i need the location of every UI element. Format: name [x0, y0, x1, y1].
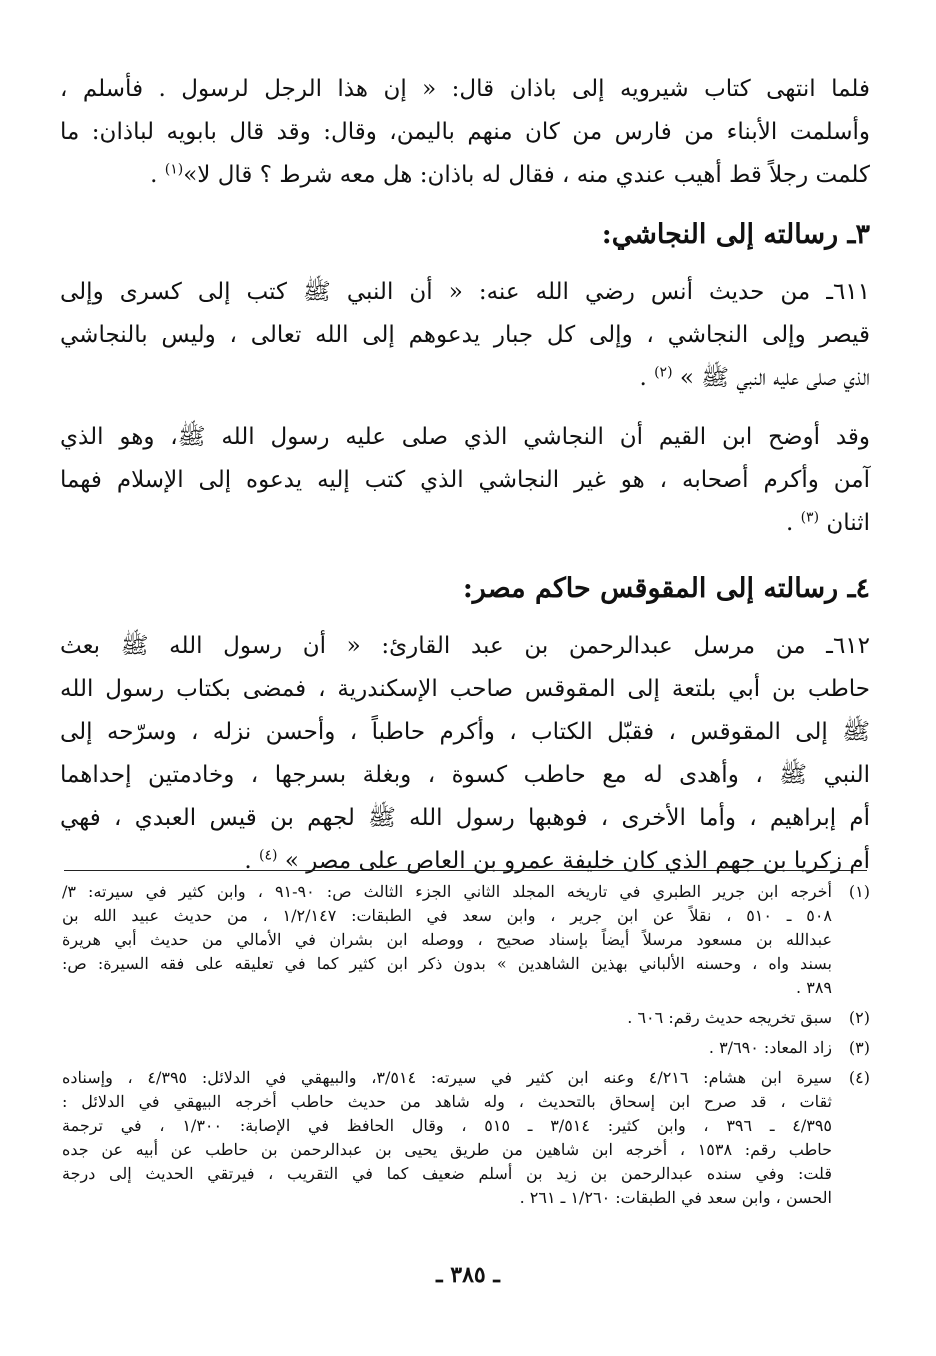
- footnote-body: [62, 880, 832, 1000]
- footnote-line: عبدالله بن مسعود مرسلاً أيضاً بإسناد صحيح ، ووصله ابن بشران في الأمالي من حديث أبي هريرة: [62, 930, 832, 949]
- text-line: قيصر وإلى النجاشي ، وإلى كل جبار يدعوهم إلى الله تعالى ، وليس بالنجاشي: [60, 322, 870, 348]
- page-number: ـ ٣٨٥ ـ: [436, 1262, 500, 1288]
- footnote-3: [62, 1036, 870, 1060]
- paragraph-hadith-612: [60, 625, 870, 883]
- footnote-separator: [64, 870, 867, 871]
- text-line: أم زكريا بن جهم الذي كان خليفة عمرو بن العاص على مصر » $^{(٤)}$ .: [244, 847, 870, 874]
- footnote-line: حاطب رقم: ١٥٣٨ ، أخرجه ابن شاهين من طريق يحيى بن عبدالرحمن بن حاطب عن أبيه عن جده: [62, 1140, 833, 1159]
- main-text: [60, 68, 870, 883]
- footnote-body: [62, 1066, 832, 1210]
- text-line: وقد أوضح ابن القيم أن النجاشي الذي صلى عليه رسول الله ﷺ، وهو الذي: [60, 424, 870, 450]
- section-heading-muqawqis: ٤ـ رسالته إلى المقوقس حاكم مصر:: [462, 573, 870, 604]
- footnote-line: بسند واه ، وحسنه الألباني بهذين الشاهدين » بدون ذكر ابن كثير كما في تعليقه على فقه السيرة: ص:: [62, 954, 832, 973]
- footnote-line: ٥٠٨ ـ ٥١٠ ، نقلاً عن ابن جرير ، وابن سعد في الطبقات: ١/٢/١٤٧ ، من حديث عبيد الله بن: [62, 906, 833, 925]
- footnote-line: سبق تخريجه حديث رقم: ٦٠٦ .: [627, 1008, 832, 1027]
- text-line: حاطب بن أبي بلتعة إلى المقوقس صاحب الإسكندرية ، فمضى بكتاب رسول الله: [60, 676, 870, 702]
- footnote-line: ٤/٣٩٥ ـ ٣٩٦ ، وابن كثير: ٣/٥١٤ ـ ٥١٥ ، وقال الحافظ في الإصابة: ١/٣٠٠ ، في ترجمة: [62, 1116, 833, 1135]
- paragraph-hadith-611: [60, 271, 870, 400]
- footnote-number: (٢): [848, 1008, 870, 1027]
- footnote-1: [62, 880, 870, 1000]
- text-line: أم إبراهيم ، وأما الأخرى ، فوهبها رسول الله ﷺ لجهم بن قيس العبدي ، فهي: [60, 805, 870, 831]
- text-line: وأسلمت الأبناء من فارس من كان منهم باليمن، وقال: وقد قال بابويه لباذان: ما: [60, 119, 870, 145]
- footnote-line: زاد المعاد: ٣/٦٩٠ .: [708, 1038, 832, 1057]
- footnote-line: سيرة ابن هشام: ٤/٢١٦ وعنه ابن كثير في سيرته: ٣/٥١٤، والبيهقي في الدلائل: ٤/٣٩٥ ، وإسناده: [62, 1068, 832, 1087]
- footnote-body: [62, 1006, 832, 1030]
- footnote-ref: (١): [164, 161, 184, 178]
- footnote-line: أخرجه ابن جرير الطبري في تاريخه المجلد الثاني الجزء الثالث ص: ٩٠-٩١ ، وابن كثير في سيرته: ٣/: [62, 882, 832, 901]
- footnote-number: (٣): [848, 1038, 870, 1057]
- text-line: النبي ﷺ ، وأهدى له مع حاطب كسوة ، وبغلة بسرجها ، وخادمتين إحداهما: [60, 762, 870, 788]
- footnote-ref: (٢): [654, 364, 673, 381]
- text-line: الذي صلى عليه النبي ﷺ » $^{(٢)}$ .: [639, 364, 870, 391]
- footnote-4: [62, 1066, 870, 1210]
- footnote-ref: (٤): [259, 847, 278, 864]
- footnote-2: [62, 1006, 870, 1030]
- paragraph-ibn-qayyim: [60, 416, 870, 545]
- text-line: فلما انتهى كتاب شيرويه إلى باذان قال: « إن هذا الرجل لرسول . فأسلم ،: [60, 76, 870, 102]
- footnote-number: (١): [848, 882, 870, 901]
- footnote-number: (٤): [848, 1068, 870, 1087]
- footnote-body: [62, 1036, 832, 1060]
- text-line: آمن وأكرم أصحابه ، هو غير النجاشي الذي كتب إليه يدعوه إلى الإسلام فهما: [60, 467, 870, 493]
- paragraph-persia-ending: [60, 68, 870, 197]
- footnote-line: ٣٨٩ .: [796, 978, 832, 997]
- section-heading-najashi: ٣ـ رسالته إلى النجاشي:: [601, 219, 870, 250]
- text-line: ٦١١ـ من حديث أنس رضي الله عنه: « أن النبي ﷺ كتب إلى كسرى وإلى: [60, 279, 870, 305]
- footnote-line: ثقات ، قد صرح ابن إسحاق بالتحديث ، وله شاهد من حديث حاطب أخرجه البيهقي في الدلائل :: [62, 1092, 832, 1111]
- footnote-ref: (٣): [800, 509, 820, 526]
- footnote-line: قلت: وفي سنده عبدالرحمن بن زيد بن أسلم ضعيف كما في التقريب ، فيرتقي الحديث إلى درجة: [62, 1164, 832, 1183]
- text-line: اثنان $^{(٣)}$ .: [785, 509, 870, 536]
- text-line: كلمت رجلاً قط أهيب عندي منه ، فقال له باذان: هل معه شرط ؟ قال لا»$^{(١)}$ .: [150, 161, 870, 188]
- footnote-line: الحسن ، وابن سعد في الطبقات: ١/٢٦٠ ـ ٢٦١ .: [519, 1188, 832, 1207]
- footnotes: [62, 880, 870, 1216]
- text-line: ﷺ إلى المقوقس ، فقبّل الكتاب ، وأكرم حاطباً ، وأحسن نزله ، وسرّحه إلى: [60, 719, 870, 745]
- text-line: ٦١٢ـ من مرسل عبدالرحمن بن عبد القارئ: « أن رسول الله ﷺ بعث: [60, 633, 870, 659]
